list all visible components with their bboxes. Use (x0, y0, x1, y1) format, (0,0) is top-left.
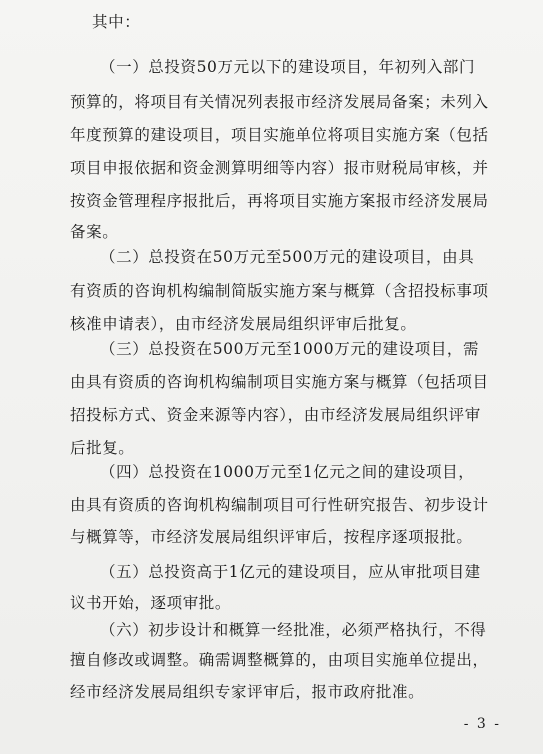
text-line: 与概算等，市经济发展局组织评审后，按程序逐项报批。 (70, 528, 473, 546)
text-line: （三）总投资在500万元至1000万元的建设项目，需 (100, 340, 480, 358)
text-line: （二）总投资在50万元至500万元的建设项目，由具 (100, 248, 475, 266)
text-line: 经市经济发展局组织专家评审后，报市政府批准。 (70, 683, 425, 701)
text-line: 由具有资质的咨询机构编制项目可行性研究报告、初步设计 (70, 496, 489, 514)
text-line: 议书开始，逐项审批。 (70, 594, 232, 612)
text-line: 其中： (92, 13, 141, 31)
text-line: （五）总投资高于1亿元的建设项目，应从审批项目建 (100, 563, 481, 581)
text-line: 年度预算的建设项目，项目实施单位将项目实施方案（包括 (70, 126, 489, 144)
text-line: 按资金管理程序报批后，再将项目实施方案报市经济发展局 (70, 192, 489, 210)
text-line: 后批复。 (70, 439, 135, 457)
text-line: 项目申报依据和资金测算明细等内容）报市财税局审核，并 (70, 159, 489, 177)
text-line: （一）总投资50万元以下的建设项目，年初列入部门 (100, 58, 476, 76)
text-line: （四）总投资在1000万元至1亿元之间的建设项目， (100, 463, 475, 481)
text-line: 由具有资质的咨询机构编制项目实施方案与概算（包括项目 (70, 373, 489, 391)
text-line: 备案。 (70, 223, 119, 241)
text-line: 有资质的咨询机构编制简版实施方案与概算（含招投标事项 (70, 282, 489, 300)
page-number: - 3 - (463, 716, 501, 732)
text-line: 擅自修改或调整。确需调整概算的，由项目实施单位提出， (70, 651, 489, 669)
text-line: 核准申请表），由市经济发展局组织评审后批复。 (70, 315, 417, 333)
text-line: 招投标方式、资金来源等内容），由市经济发展局组织评审 (70, 406, 481, 424)
text-line: （六）初步设计和概算一经批准，必须严格执行，不得 (100, 621, 487, 639)
text-line: 预算的，将项目有关情况列表报市经济发展局备案；未列入 (70, 93, 489, 111)
